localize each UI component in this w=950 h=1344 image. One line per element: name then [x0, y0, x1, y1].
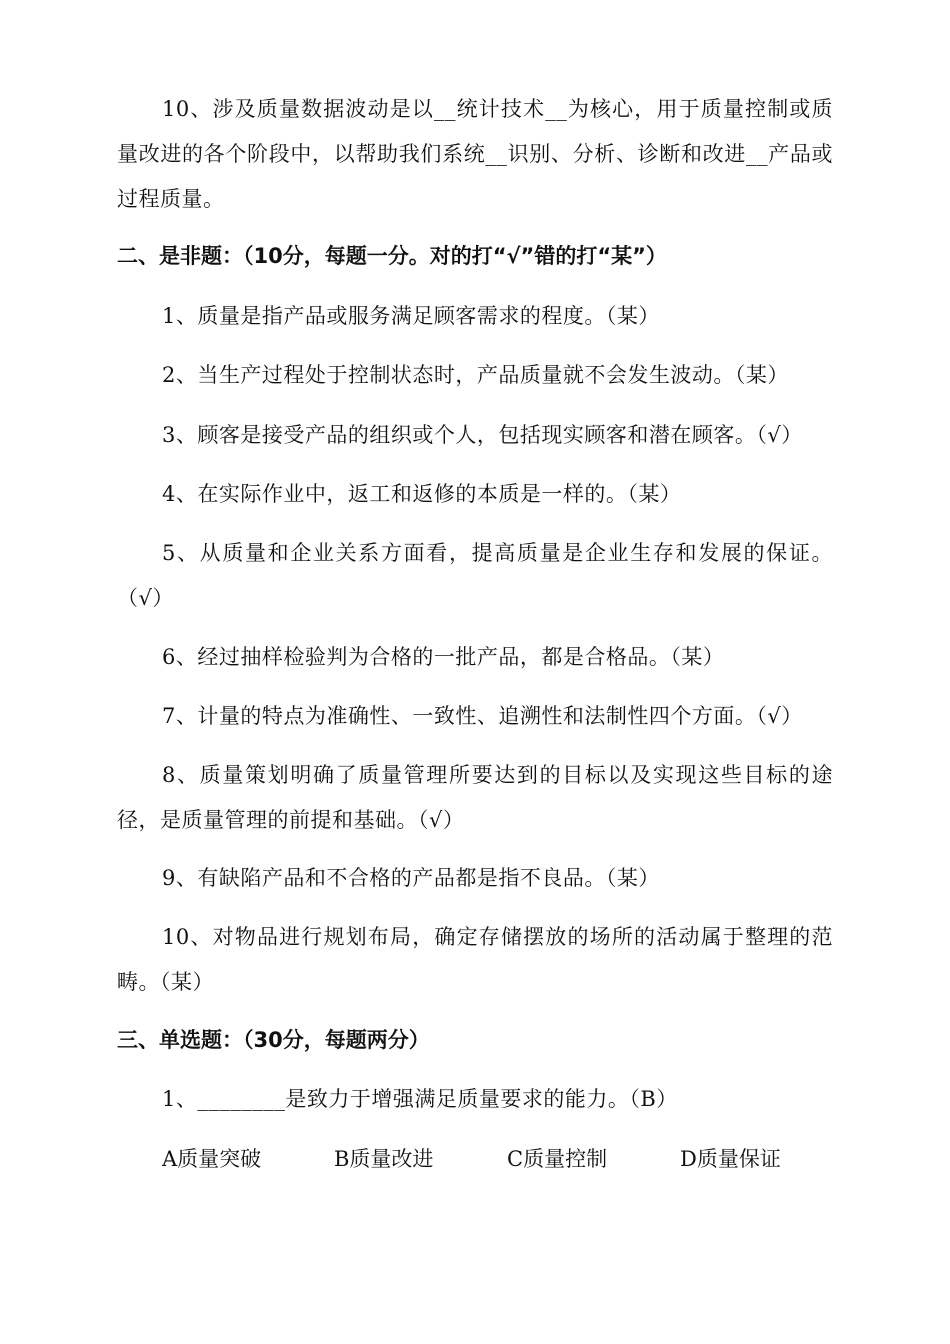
fill-question-10: 10、涉及质量数据波动是以__统计技术__为核心，用于质量控制或质量改进的各个阶段中，以帮助我们系统__识别、分析、诊断和改进__产品或过程质量。: [117, 97, 833, 211]
tf-question-10: 10、对物品进行规划布局，确定存储摆放的场所的活动属于整理的范畴。（某）: [117, 925, 833, 994]
tf-question-1: 1、质量是指产品或服务满足顾客需求的程度。（某）: [162, 304, 660, 328]
tf-question-8: 8、质量策划明确了质量管理所要达到的目标以及实现这些目标的途径，是质量管理的前提和基础。（√）: [117, 763, 833, 832]
option-c: C质量控制: [507, 1147, 608, 1171]
section-3-heading: 三、单选题：（30分，每题两分）: [117, 1028, 430, 1052]
option-d: D质量保证: [680, 1147, 781, 1171]
section-2-heading: 二、是非题：（10分，每题一分。对的打“√”错的打“某”）: [117, 244, 667, 268]
tf-question-5: 5、从质量和企业关系方面看，提高质量是企业生存和发展的保证。（√）: [117, 541, 833, 610]
tf-question-7: 7、计量的特点为准确性、一致性、追溯性和法制性四个方面。（√）: [162, 704, 803, 728]
mc-question-1: 1、________是致力于增强满足质量要求的能力。（B）: [162, 1087, 678, 1111]
tf-question-3: 3、顾客是接受产品的组织或个人，包括现实顾客和潜在顾客。（√）: [162, 423, 803, 447]
mc-question-1-options: [162, 1137, 842, 1182]
option-b: B质量改进: [334, 1147, 434, 1171]
option-a: A质量突破: [162, 1147, 262, 1171]
tf-question-4: 4、在实际作业中，返工和返修的本质是一样的。（某）: [162, 482, 682, 506]
tf-question-6: 6、经过抽样检验判为合格的一批产品，都是合格品。（某）: [162, 645, 725, 669]
tf-question-2: 2、当生产过程处于控制状态时，产品质量就不会发生波动。（某）: [162, 363, 789, 387]
tf-question-9: 9、有缺陷产品和不合格的产品都是指不良品。（某）: [162, 866, 660, 890]
